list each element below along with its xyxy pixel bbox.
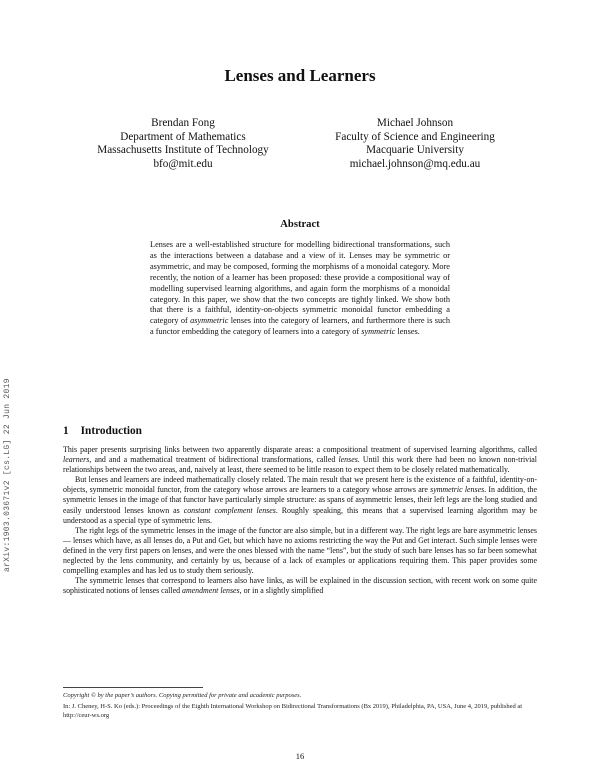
- paragraph-emphasis: constant complement lenses: [183, 505, 276, 515]
- abstract-text-part: lenses into the category of learners, and furthermore there is such a functor embedding the category of learners into a category of: [150, 316, 450, 337]
- paragraph-text: . In addition, the symmetric lenses in the image of that functor have particularly simple structure: as spans of asymmetric lenses, their left legs are the long studied and easily understood lenses known as: [63, 485, 538, 515]
- paragraph-text: . Until this work there had been no known non-trivial relationships between the two areas, and, naively at least, there seemed to be little reason to expect them to be closely related mathematically.: [63, 455, 537, 475]
- author-block-2: [285, 117, 545, 171]
- paragraph-text: , and and a mathematical treatment of bidirectional transformations, called: [89, 455, 339, 465]
- abstract-emphasis: symmetric: [361, 327, 396, 337]
- paragraph-emphasis: lenses: [338, 455, 358, 465]
- paragraph: [63, 576, 537, 596]
- paragraph-emphasis: learners: [63, 455, 90, 465]
- paragraph-text: This paper presents surprising links between two apparently disparate areas: a compositional treatment of supervised learning algorithms, called: [63, 445, 537, 454]
- paragraph-emphasis: symmetric lenses: [430, 485, 485, 495]
- abstract-emphasis: asymmetric: [190, 316, 229, 326]
- author-institution: Macquarie University: [366, 144, 464, 157]
- abstract-heading: Abstract: [280, 219, 320, 230]
- paragraph: The right legs of the symmetric lenses in the image of the functor are also simple, but in a different way. The right legs are bare asymmetric lenses — lenses which have, as all lenses do, a Put and Get, but which have no axioms restricting the way the Put and Get interact. Such simple lenses were defined in the very first papers on lenses, and were the ones blessed with the name “lens”, but the study of such bare lenses has so far been somewhat neglected by the lens community, and certainly by us, because of a lack of examples or applications requiring them. This paper provides some compelling examples and has led us to study them seriously.: [63, 525, 537, 576]
- footnote-divider: [63, 687, 203, 688]
- author-name: Brendan Fong: [151, 117, 215, 129]
- paragraph: [63, 475, 537, 525]
- section-title: Introduction: [80, 425, 142, 437]
- footnote: [63, 692, 537, 720]
- paper-title: Lenses and Learners: [224, 66, 376, 85]
- paragraph-text: But lenses and learners are indeed mathematically closely related. The main result that we present here is the existence of a faithful, identity-on-objects, symmetric monoidal functor, from the category whose arrows are learners to a category whose arrows are: [63, 475, 537, 495]
- abstract-text-part: lenses.: [395, 327, 420, 337]
- author-email: michael.johnson@mq.edu.au: [349, 157, 481, 170]
- author-email: bfo@mit.edu: [153, 157, 213, 170]
- arxiv-identifier: arXiv:1903.03671v2 [cs.LG] 22 Jun 2019: [3, 378, 12, 572]
- author-block-1: [58, 117, 308, 171]
- copyright-notice: Copyright © by the paper’s authors. Copying permitted for private and academic purposes.: [63, 692, 302, 699]
- author-department: Department of Mathematics: [120, 130, 246, 143]
- introduction-body: [63, 445, 537, 596]
- paragraph-text: . Roughly speaking, this means that a supervised learning algorithm may be understood as a special type of symmetric lens.: [63, 505, 537, 525]
- author-department: Faculty of Science and Engineering: [335, 130, 495, 143]
- author-name: Michael Johnson: [376, 117, 454, 129]
- author-institution: Massachusetts Institute of Technology: [97, 144, 269, 157]
- section-heading: [63, 425, 142, 437]
- abstract-text-part: Lenses are a well-established structure for modelling bidirectional transformations, such as the interactions between a database and a view of it. Lenses may be symmetric or asymmetric, and may be composed, forming the morphisms of a monoidal category. More recently, the notion of a learner has been proposed: these provide a compositional way of modelling supervised learning algorithms, and again form the morphisms of a monoidal category. In this paper, we show that the two concepts are tightly linked. We show both that there is a faithful, identity-on-objects symmetric monoidal functor embedding a category of: [150, 240, 450, 326]
- paragraph-text: , or in a slightly simplified: [239, 586, 324, 596]
- abstract-text: [150, 240, 450, 338]
- paragraph: [63, 445, 537, 475]
- proceedings-notice: In: J. Cheney, H-S. Ko (eds.): Proceedings of the Eighth International Workshop on Bidirectional Transformations (Bx 2019), Philadelphia, PA, USA, June 4, 2019, published at http://ceur-ws.org: [63, 703, 523, 719]
- page-number: 16: [295, 751, 305, 761]
- paragraph-text: The symmetric lenses that correspond to learners also have links, as will be explained in the discussion section, with recent work on some quite sophisticated notions of lenses called: [63, 576, 537, 596]
- paragraph-emphasis: amendment lenses: [182, 586, 240, 596]
- section-number: 1: [63, 425, 69, 437]
